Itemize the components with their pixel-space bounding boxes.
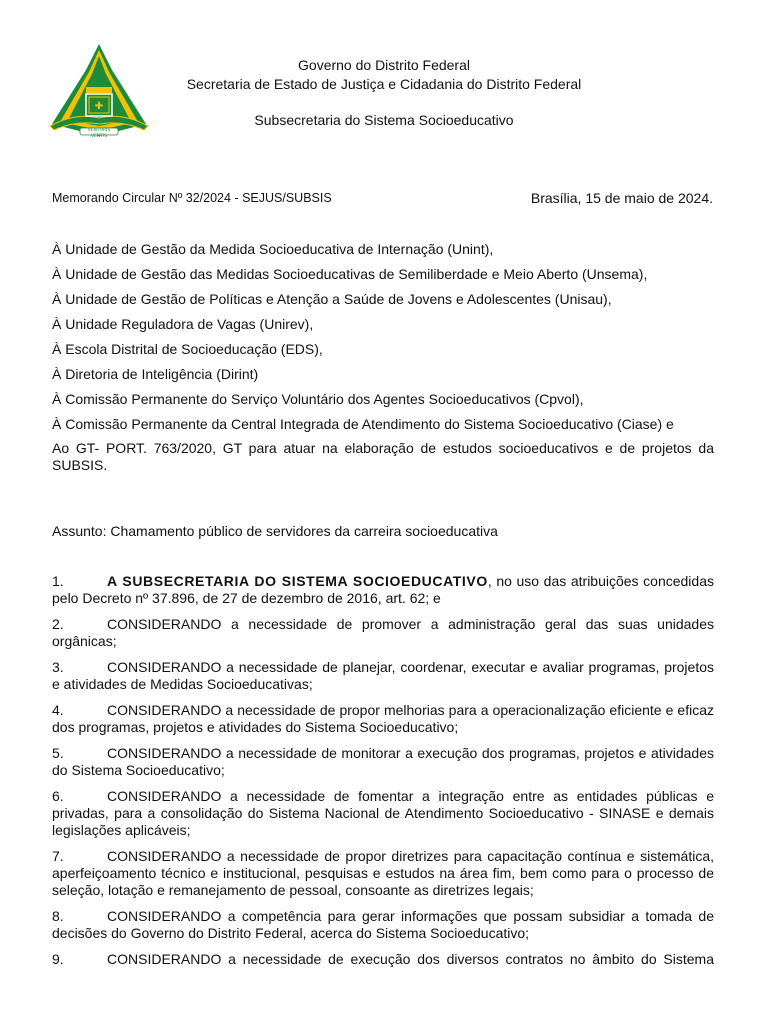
- recipient-item: À Escola Distrital de Socioeducação (EDS),: [52, 341, 323, 357]
- recipient-item: À Diretoria de Inteligência (Dirint): [52, 366, 259, 382]
- memo-date: Brasília, 15 de maio de 2024.: [530, 190, 713, 206]
- recipient-item: À Unidade de Gestão da Medida Socioeducativa de Internação (Unint),: [52, 241, 494, 257]
- header-subsecretariat: Subsecretaria do Sistema Socioeducativo: [254, 112, 514, 128]
- recipient-item: À Unidade de Gestão de Políticas e Atenção a Saúde de Jovens e Adolescentes (Unisau),: [52, 291, 612, 307]
- recipient-item: À Unidade Reguladora de Vagas (Unirev),: [52, 316, 314, 332]
- clause-number: 7.: [52, 848, 64, 864]
- svg-text:✚: ✚: [94, 101, 104, 112]
- clause-item: [52, 573, 714, 607]
- clause-number: 9.: [52, 951, 64, 967]
- clause-lead: A SUBSECRETARIA DO SISTEMA SOCIOEDUCATIVO: [107, 573, 488, 589]
- clause-text: CONSIDERANDO a necessidade de promover a administração geral das suas unidades orgânicas;: [52, 616, 714, 649]
- clause-item: [52, 745, 714, 779]
- memo-reference: Memorando Circular Nº 32/2024 - SEJUS/SUBSIS: [52, 191, 332, 205]
- recipient-list: [52, 240, 714, 481]
- clause-item: [52, 702, 714, 736]
- recipient-item: À Comissão Permanente do Serviço Voluntário dos Agentes Socioeducativos (Cpvol),: [52, 391, 584, 407]
- clause-item: [52, 908, 714, 942]
- recipient-item: À Unidade de Gestão das Medidas Socioeducativas de Semiliberdade e Meio Aberto (Unsema),: [52, 266, 648, 282]
- clause-list: [52, 573, 714, 977]
- header-government: Governo do Distrito Federal: [298, 57, 470, 73]
- clause-item: [52, 788, 714, 839]
- clause-number: 6.: [52, 788, 64, 804]
- clause-item: [52, 951, 714, 968]
- clause-number: 5.: [52, 745, 64, 761]
- header-secretariat: Secretaria de Estado de Justiça e Cidadania do Distrito Federal: [186, 76, 582, 92]
- memo-subject: Assunto: Chamamento público de servidores da carreira socioeducativa: [52, 523, 498, 539]
- clause-number: 8.: [52, 908, 64, 924]
- clause-number: 1.: [52, 573, 64, 589]
- clause-item: [52, 659, 714, 693]
- clause-text: CONSIDERANDO a necessidade de propor melhorias para a operacionalização eficiente e eficaz dos programas, projetos e atividades do Sistema Socioeducativo;: [52, 702, 714, 735]
- clause-item: [52, 616, 714, 650]
- clause-text: CONSIDERANDO a necessidade de propor diretrizes para capacitação contínua e sistemática, aperfeiçoamento técnico e institucional, pesquisas e estudos na área fim, bem como para o processo de seleção, lotação e remanejamento de pessoal, consoante as diretrizes legais;: [52, 848, 714, 898]
- clause-number: 4.: [52, 702, 64, 718]
- clause-text: CONSIDERANDO a necessidade de monitorar a execução dos programas, projetos e atividades do Sistema Socioeducativo;: [52, 745, 714, 778]
- clause-number: 2.: [52, 616, 64, 632]
- clause-number: 3.: [52, 659, 64, 675]
- clause-text: CONSIDERANDO a competência para gerar informações que possam subsidiar a tomada de decisões do Governo do Distrito Federal, acerca do Sistema Socioeducativo;: [52, 908, 714, 941]
- clause-text: CONSIDERANDO a necessidade de planejar, coordenar, executar e avaliar programas, projetos e atividades de Medidas Socioeducativas;: [52, 659, 714, 692]
- crest-motto: VENTURIS VENTIS: [87, 128, 111, 139]
- recipient-item: Ao GT- PORT. 763/2020, GT para atuar na elaboração de estudos socioeducativos e de projetos da SUBSIS.: [52, 440, 714, 473]
- clause-text: , no uso das atribuições concedidas pelo Decreto nº 37.896, de 27 de dezembro de 2016, art. 62; e: [52, 573, 714, 606]
- clause-text: CONSIDERANDO a necessidade de fomentar a integração entre as entidades públicas e privadas, para a consolidação do Sistema Nacional de Atendimento Socioeducativo - SINASE e demais legislações aplicáveis;: [52, 788, 714, 838]
- recipient-item: À Comissão Permanente da Central Integrada de Atendimento do Sistema Socioeducativo (Ciase) e: [52, 416, 674, 432]
- clause-text: CONSIDERANDO a necessidade de execução dos diversos contratos no âmbito do Sistema: [107, 951, 714, 967]
- clause-item: [52, 848, 714, 899]
